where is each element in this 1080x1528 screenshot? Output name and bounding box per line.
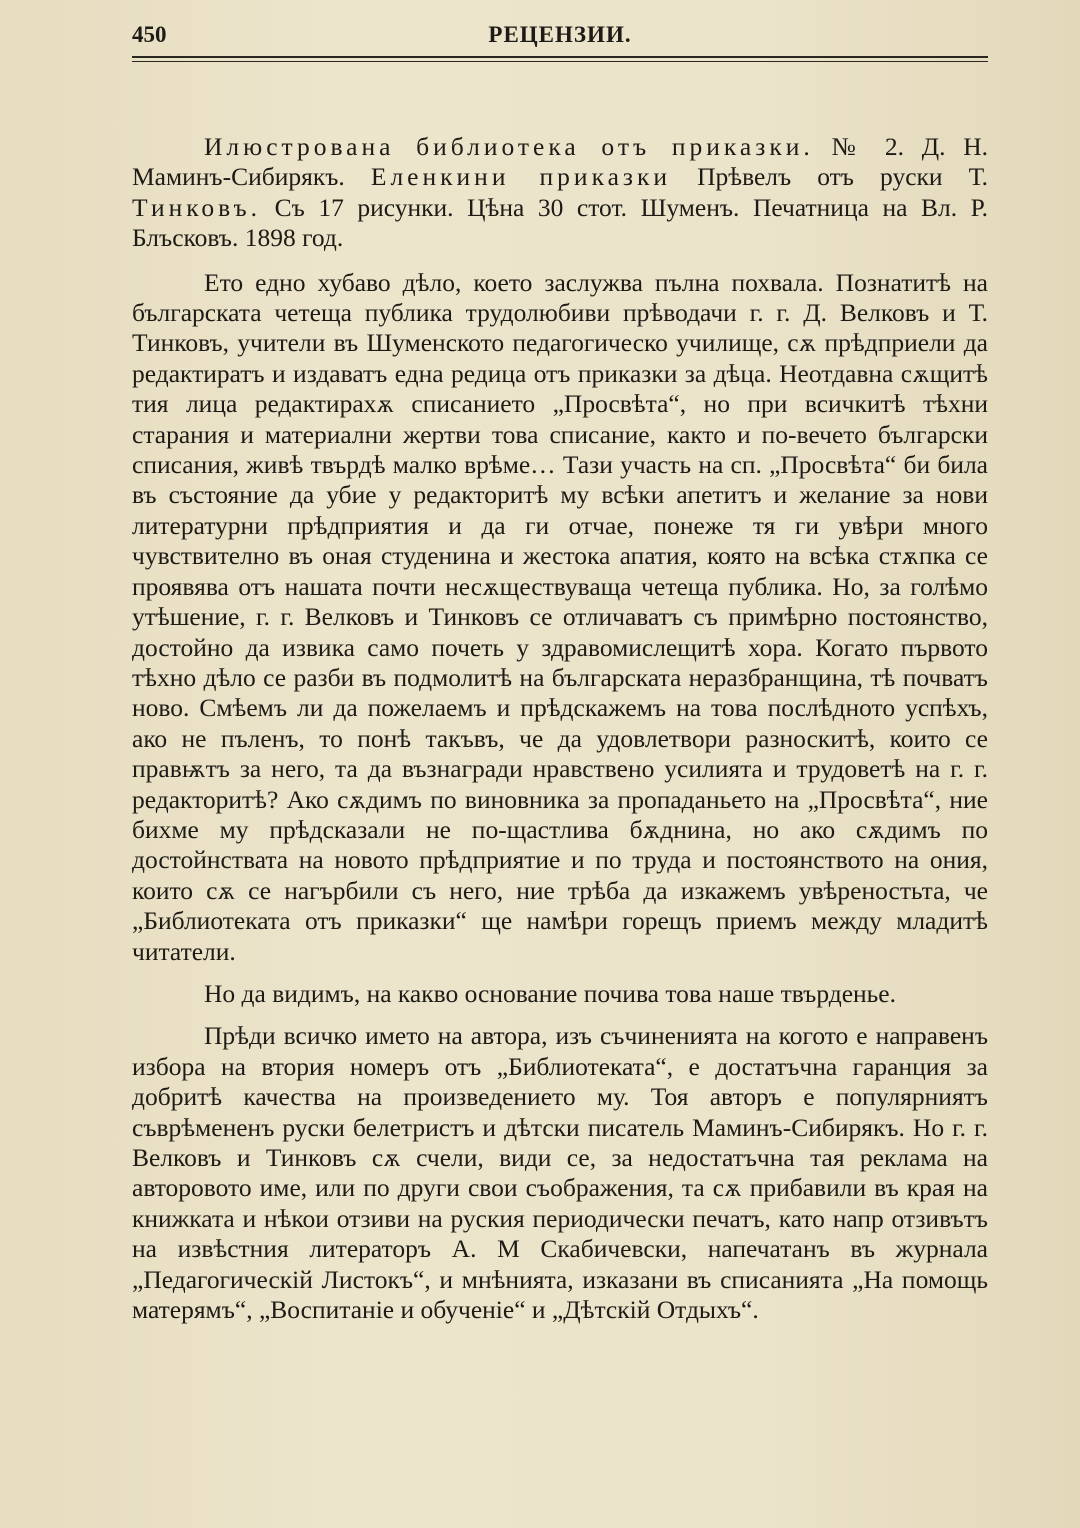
header-rule-thin (132, 61, 988, 62)
page-number: 450 (132, 22, 167, 47)
bibliographic-entry (132, 132, 988, 254)
translation-prefix: Прѣвелъ отъ руски Т. (697, 162, 989, 192)
translator: Тинковъ. (132, 192, 262, 222)
running-title: РЕЦЕНЗИИ. (488, 22, 632, 47)
series-number: № 2. (831, 132, 904, 161)
author: Д. Н. Маминъ-Сибирякъ. (132, 132, 989, 192)
series-title: Илюстрована библиотека отъ приказки. (204, 132, 814, 161)
paragraph-3: Прѣди всичко името на автора, изъ съчиненията на когото е направенъ избора на втория номеръ отъ „Библиотеката“, е достатъчна гаранция за добритѣ качества на произведението му. Тоя авторъ е популярниятъ съврѣмененъ руски белетристъ и дѣтски писатель Маминъ-Сибирякъ. Но г. г. Велковъ и Тинковъ сѫ счели, види се, за недостатъчна тая реклама на авторовото име, или по други свои съображения, та сѫ прибавили въ края на книжката и нѣкои отзиви на руския периодически печатъ, като напр отзивътъ на извѣстния литераторъ А. М Скабичевски, напечатанъ въ журнала „Педагогическiй Листокъ“, и мнѣнията, изказани въ списанията „На помощь матерямъ“, „Воспитанiе и обученiе“ и „Дѣтскiй Отдыхъ“. (132, 1021, 988, 1325)
publication-details: Съ 17 рисунки. Цѣна 30 стот. Шуменъ. Печатница на Вл. Р. Блъсковъ. 1898 год. (132, 192, 988, 253)
paragraph-1: Ето едно хубаво дѣло, което заслужва пълна похвала. Познатитѣ на българската четеща публика трудолюбиви прѣводачи г. г. Д. Велковъ и Т. Тинковъ, учители въ Шуменското педагогическо училище, сѫ прѣдприели да редактиратъ и издаватъ една редица отъ приказки за дѣца. Неотдавна сѫщитѣ тия лица редактирахѫ списанието „Просвѣта“, но при всичкитѣ тѣхни старания и материални жертви това списание, както и по-вечето български списания, живѣ твърдѣ малко врѣме… Тази участь на сп. „Просвѣта“ би била въ състояние да убие у редакторитѣ му всѣки апетитъ и желание за нови литературни прѣдприятия и да ги отчае, понеже тя ги увѣри много чувствително въ оная студенина и жестока апатия, която на всѣка стѫпка се проявява отъ нашата почти несѫществуваща четеща публика. Но, за голѣмо утѣшение, г. г. Велковъ и Тинковъ се отличаватъ съ примѣрно постоянство, достойно да извика само почеть у здравомислещитѣ хора. Когато първото тѣхно дѣло се разби въ подмолитѣ на българската неразбранщина, тѣ почватъ ново. Смѣемъ ли да пожелаемъ и прѣдскажемъ на това послѣдното успѣхъ, ако не пъленъ, то понѣ такъвъ, че да удовлетвори разноскитѣ, които се правѭтъ за него, та да възнагради нравствено усилията и трудоветѣ на г. г. редакторитѣ? Ако сѫдимъ по виновника за пропаданьето на „Просвѣта“, ние бихме му прѣдсказали не по-щастлива бѫднина, но ако сѫдимъ по достойнствата на новото прѣдприятие и по труда и постоянството на ония, които сѫ се нагърбили съ него, ние трѣба да изкажемъ увѣреностьта, че „Библиотеката отъ приказки“ ще намѣри горещъ приемъ между младитѣ читатели. (132, 267, 988, 966)
page-header (132, 20, 988, 54)
book-title: Еленкини приказки (370, 162, 671, 192)
paragraph-2: Но да видимъ, на какво основание почива това наше твърденье. (204, 978, 896, 1008)
header-rule (132, 56, 988, 58)
review-text (132, 132, 988, 1337)
